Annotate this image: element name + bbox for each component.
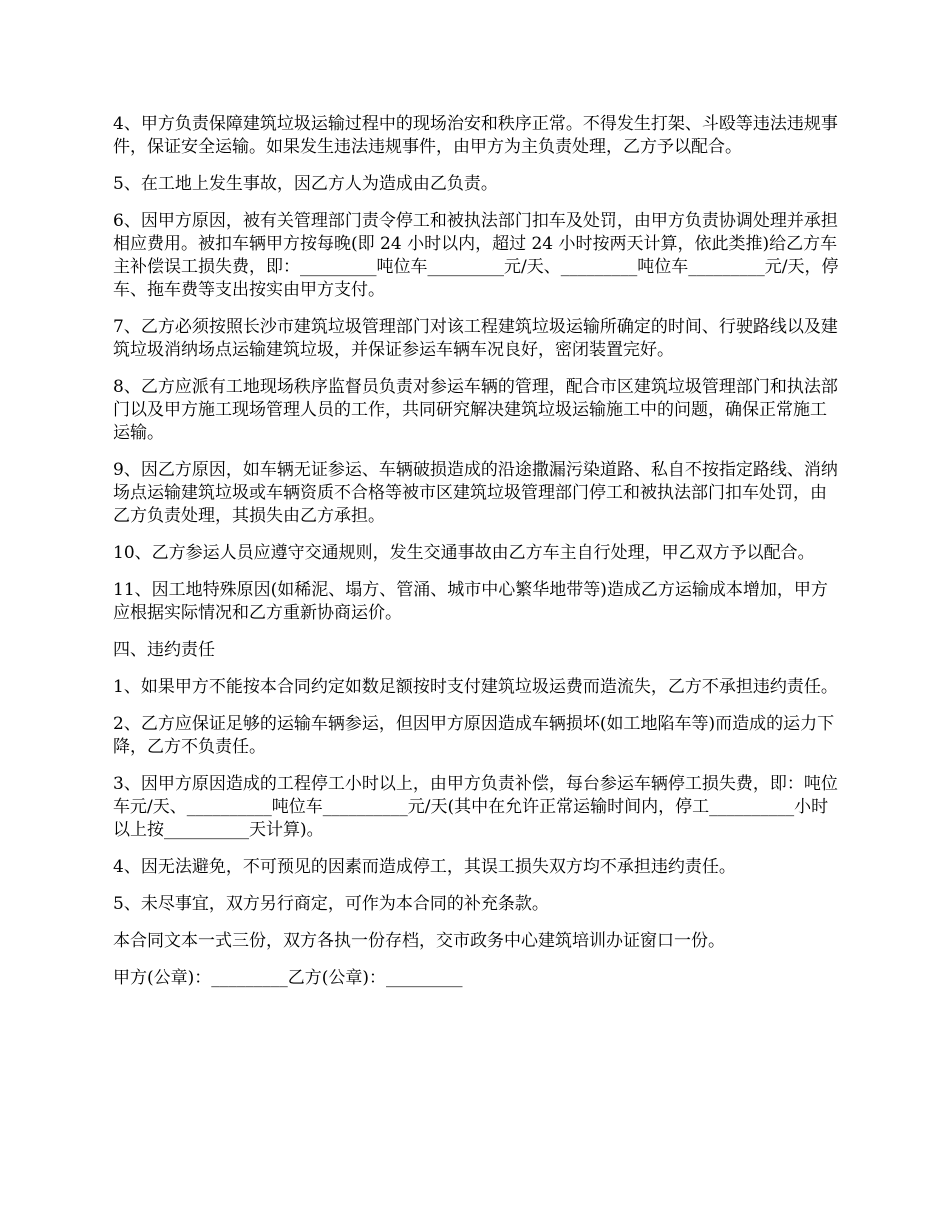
clause-4-security: 4、甲方负责保障建筑垃圾运输过程中的现场治安和秩序正常。不得发生打架、斗殴等违法违规事件，保证安全运输。如果发生违法违规事件，由甲方为主负责处理，乙方予以配合。 — [113, 114, 838, 157]
liability-clause-5: 5、未尽事宜，双方另行商定，可作为本合同的补充条款。 — [113, 894, 549, 914]
liability-clause-4: 4、因无法避免，不可预见的因素而造成停工，其误工损失双方均不承担违约责任。 — [113, 857, 736, 877]
section-heading-liability: 四、违约责任 — [113, 640, 215, 660]
clause-9-penalty: 9、因乙方原因，如车辆无证参运、车辆破损造成的沿途撒漏污染道路、私自不按指定路线、消纳场点运输建筑垃圾或车辆资质不合格等被市区建筑垃圾管理部门停工和被执法部门扣车处罚，由乙方负责处理，其损失由乙方承担。 — [113, 460, 838, 526]
liability-clause-1: 1、如果甲方不能按本合同约定如数足额按时支付建筑垃圾运费而造流失，乙方不承担违约责任。 — [113, 677, 838, 697]
contract-page — [113, 113, 843, 1004]
signature-line: 甲方(公章)：_________乙方(公章)：_________ — [113, 968, 463, 988]
clause-8-supervisor: 8、乙方应派有工地现场秩序监督员负责对参运车辆的管理，配合市区建筑垃圾管理部门和执法部门以及甲方施工现场管理人员的工作，共同研究解决建筑垃圾运输施工中的问题，确保正常施工运输。 — [113, 377, 838, 443]
clause-7-route: 7、乙方必须按照长沙市建筑垃圾管理部门对该工程建筑垃圾运输所确定的时间、行驶路线以及建筑垃圾消纳场点运输建筑垃圾，并保证参运车辆车况良好，密闭装置完好。 — [113, 317, 838, 360]
clause-10-traffic: 10、乙方参运人员应遵守交通规则，发生交通事故由乙方车主自行处理，甲乙双方予以配合。 — [113, 543, 815, 563]
liability-clause-2: 2、乙方应保证足够的运输车辆参运，但因甲方原因造成车辆损坏(如工地陷车等)而造成的运力下降，乙方不负责任。 — [113, 714, 835, 757]
liability-clause-3: 3、因甲方原因造成的工程停工小时以上，由甲方负责补偿，每台参运车辆停工损失费，即：吨位车元/天、__________吨位车__________元/天(其中在允许正常运输时间内，停工__________小时以上按__________天计算)。 — [113, 774, 838, 840]
clause-5-accident: 5、在工地上发生事故，因乙方人为造成由乙负责。 — [113, 174, 498, 194]
copies-statement: 本合同文本一式三份，双方各执一份存档，交市政务中心建筑培训办证窗口一份。 — [113, 931, 725, 951]
clause-11-cost: 11、因工地特殊原因(如稀泥、塌方、管涌、城市中心繁华地带等)造成乙方运输成本增加，甲方应根据实际情况和乙方重新协商运价。 — [113, 580, 828, 623]
clause-6-compensation: 6、因甲方原因，被有关管理部门责令停工和被执法部门扣车及处罚，由甲方负责协调处理并承担相应费用。被扣车辆甲方按每晚(即 24 小时以内，超过 24 小时按两天计算，依此类推)给乙方车主补偿误工损失费，即：_________吨位车_________元/天、_________吨位车_________元/天，停车、拖车费等支出按实由甲方支付。 — [113, 211, 839, 300]
